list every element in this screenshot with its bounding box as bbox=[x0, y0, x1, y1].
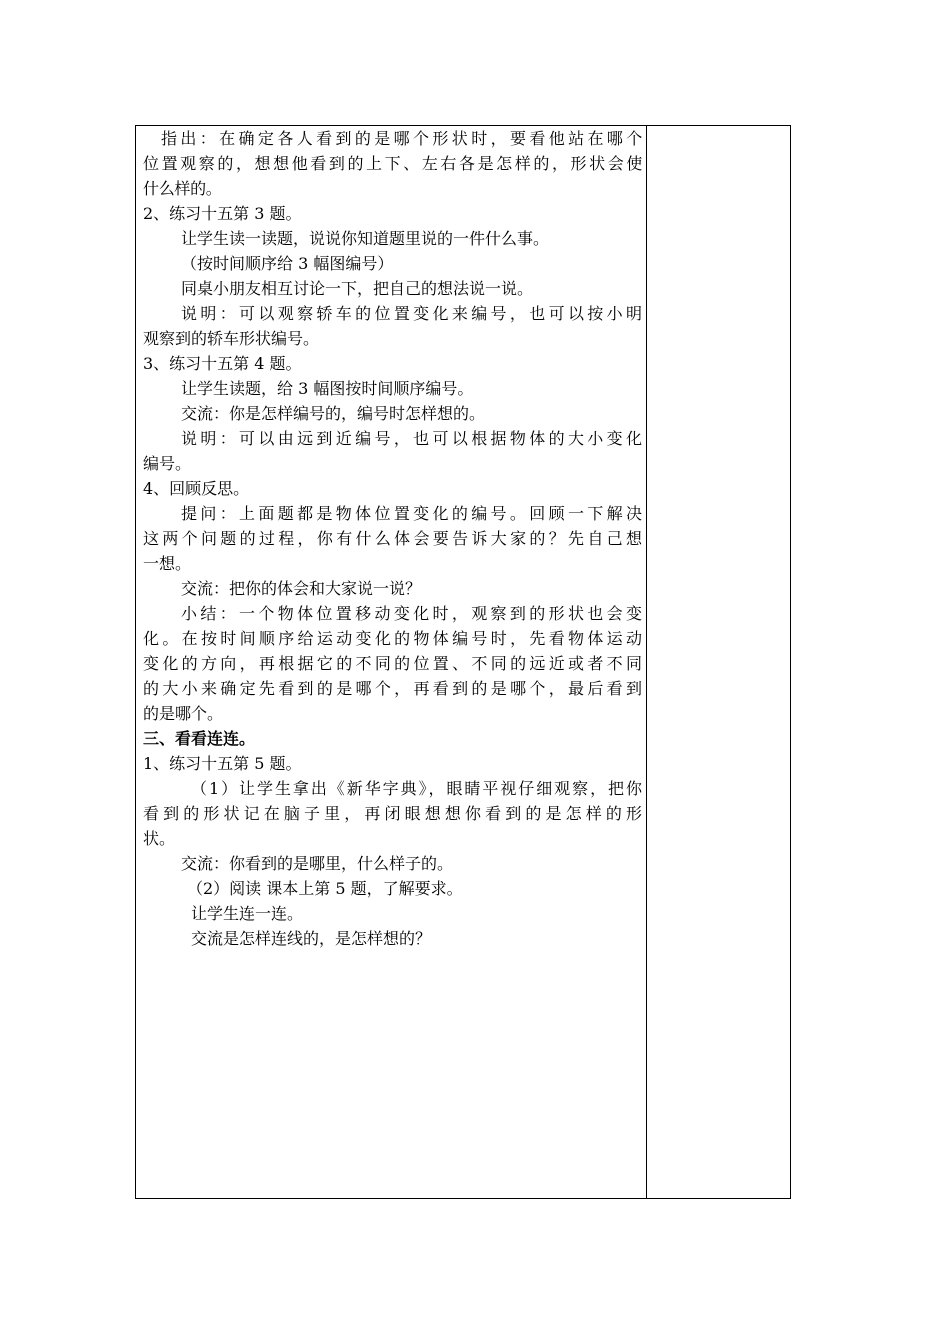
text-line: 让学生连一连。 bbox=[191, 904, 304, 923]
text-line: 变化的方向，再根据它的不同的位置、不同的远近或者不同 bbox=[143, 654, 642, 673]
text-line: 观察到的轿车形状编号。 bbox=[143, 329, 320, 348]
section-heading: 1、练习十五第 5 题。 bbox=[143, 754, 302, 773]
section-heading: 3、练习十五第 4 题。 bbox=[143, 354, 302, 373]
text-line: 指出：在确定各人看到的是哪个形状时，要看他站在哪个 bbox=[161, 129, 642, 148]
text-line: 让学生读一读题，说说你知道题里说的一件什么事。 bbox=[181, 229, 550, 248]
section-heading: 2、练习十五第 3 题。 bbox=[143, 204, 302, 223]
notes-cell bbox=[647, 126, 790, 1198]
text-line: 提问：上面题都是物体位置变化的编号。回顾一下解决 bbox=[181, 504, 642, 523]
text-line: 交流：把你的体会和大家说一说？ bbox=[181, 579, 422, 598]
text-line: 同桌小朋友相互讨论一下，把自己的想法说一说。 bbox=[181, 279, 534, 298]
section-heading-bold: 三、看看连连。 bbox=[143, 729, 256, 748]
lesson-content-cell bbox=[136, 126, 647, 1198]
text-line: （按时间顺序给 3 幅图编号） bbox=[181, 254, 394, 273]
text-line: 看到的形状记在脑子里，再闭眼想想你看到的是怎样的形 bbox=[143, 804, 642, 823]
text-line: 化。在按时间顺序给运动变化的物体编号时，先看物体运动 bbox=[143, 629, 642, 648]
text-line: （2）阅读 课本上第 5 题，了解要求。 bbox=[187, 879, 463, 898]
text-line: 的是哪个。 bbox=[143, 704, 224, 723]
text-line: 让学生读题，给 3 幅图按时间顺序编号。 bbox=[181, 379, 474, 398]
text-line: 小结：一个物体位置移动变化时，观察到的形状也会变 bbox=[181, 604, 642, 623]
text-line: 什么样的。 bbox=[143, 179, 222, 198]
text-line: 的大小来确定先看到的是哪个，再看到的是哪个，最后看到 bbox=[143, 679, 642, 698]
text-line: 说明：可以由远到近编号，也可以根据物体的大小变化 bbox=[181, 429, 642, 448]
text-line: 这两个问题的过程，你有什么体会要告诉大家的？先自己想 bbox=[143, 529, 642, 548]
text-line: 交流：你看到的是哪里，什么样子的。 bbox=[181, 854, 454, 873]
text-line: 编号。 bbox=[143, 454, 192, 473]
section-heading: 4、回顾反思。 bbox=[143, 479, 250, 498]
text-line: 交流是怎样连线的，是怎样想的？ bbox=[191, 929, 432, 948]
text-line: 交流：你是怎样编号的，编号时怎样想的。 bbox=[181, 404, 486, 423]
text-line: （1）让学生拿出《新华字典》，眼睛平视仔细观察，把你 bbox=[191, 779, 642, 798]
text-line: 一想。 bbox=[143, 554, 192, 573]
text-line: 位置观察的，想想他看到的上下、左右各是怎样的，形状会使 bbox=[143, 154, 642, 173]
text-line: 状。 bbox=[143, 829, 176, 848]
text-line: 说明：可以观察轿车的位置变化来编号，也可以按小明 bbox=[181, 304, 642, 323]
lesson-table bbox=[135, 125, 791, 1199]
